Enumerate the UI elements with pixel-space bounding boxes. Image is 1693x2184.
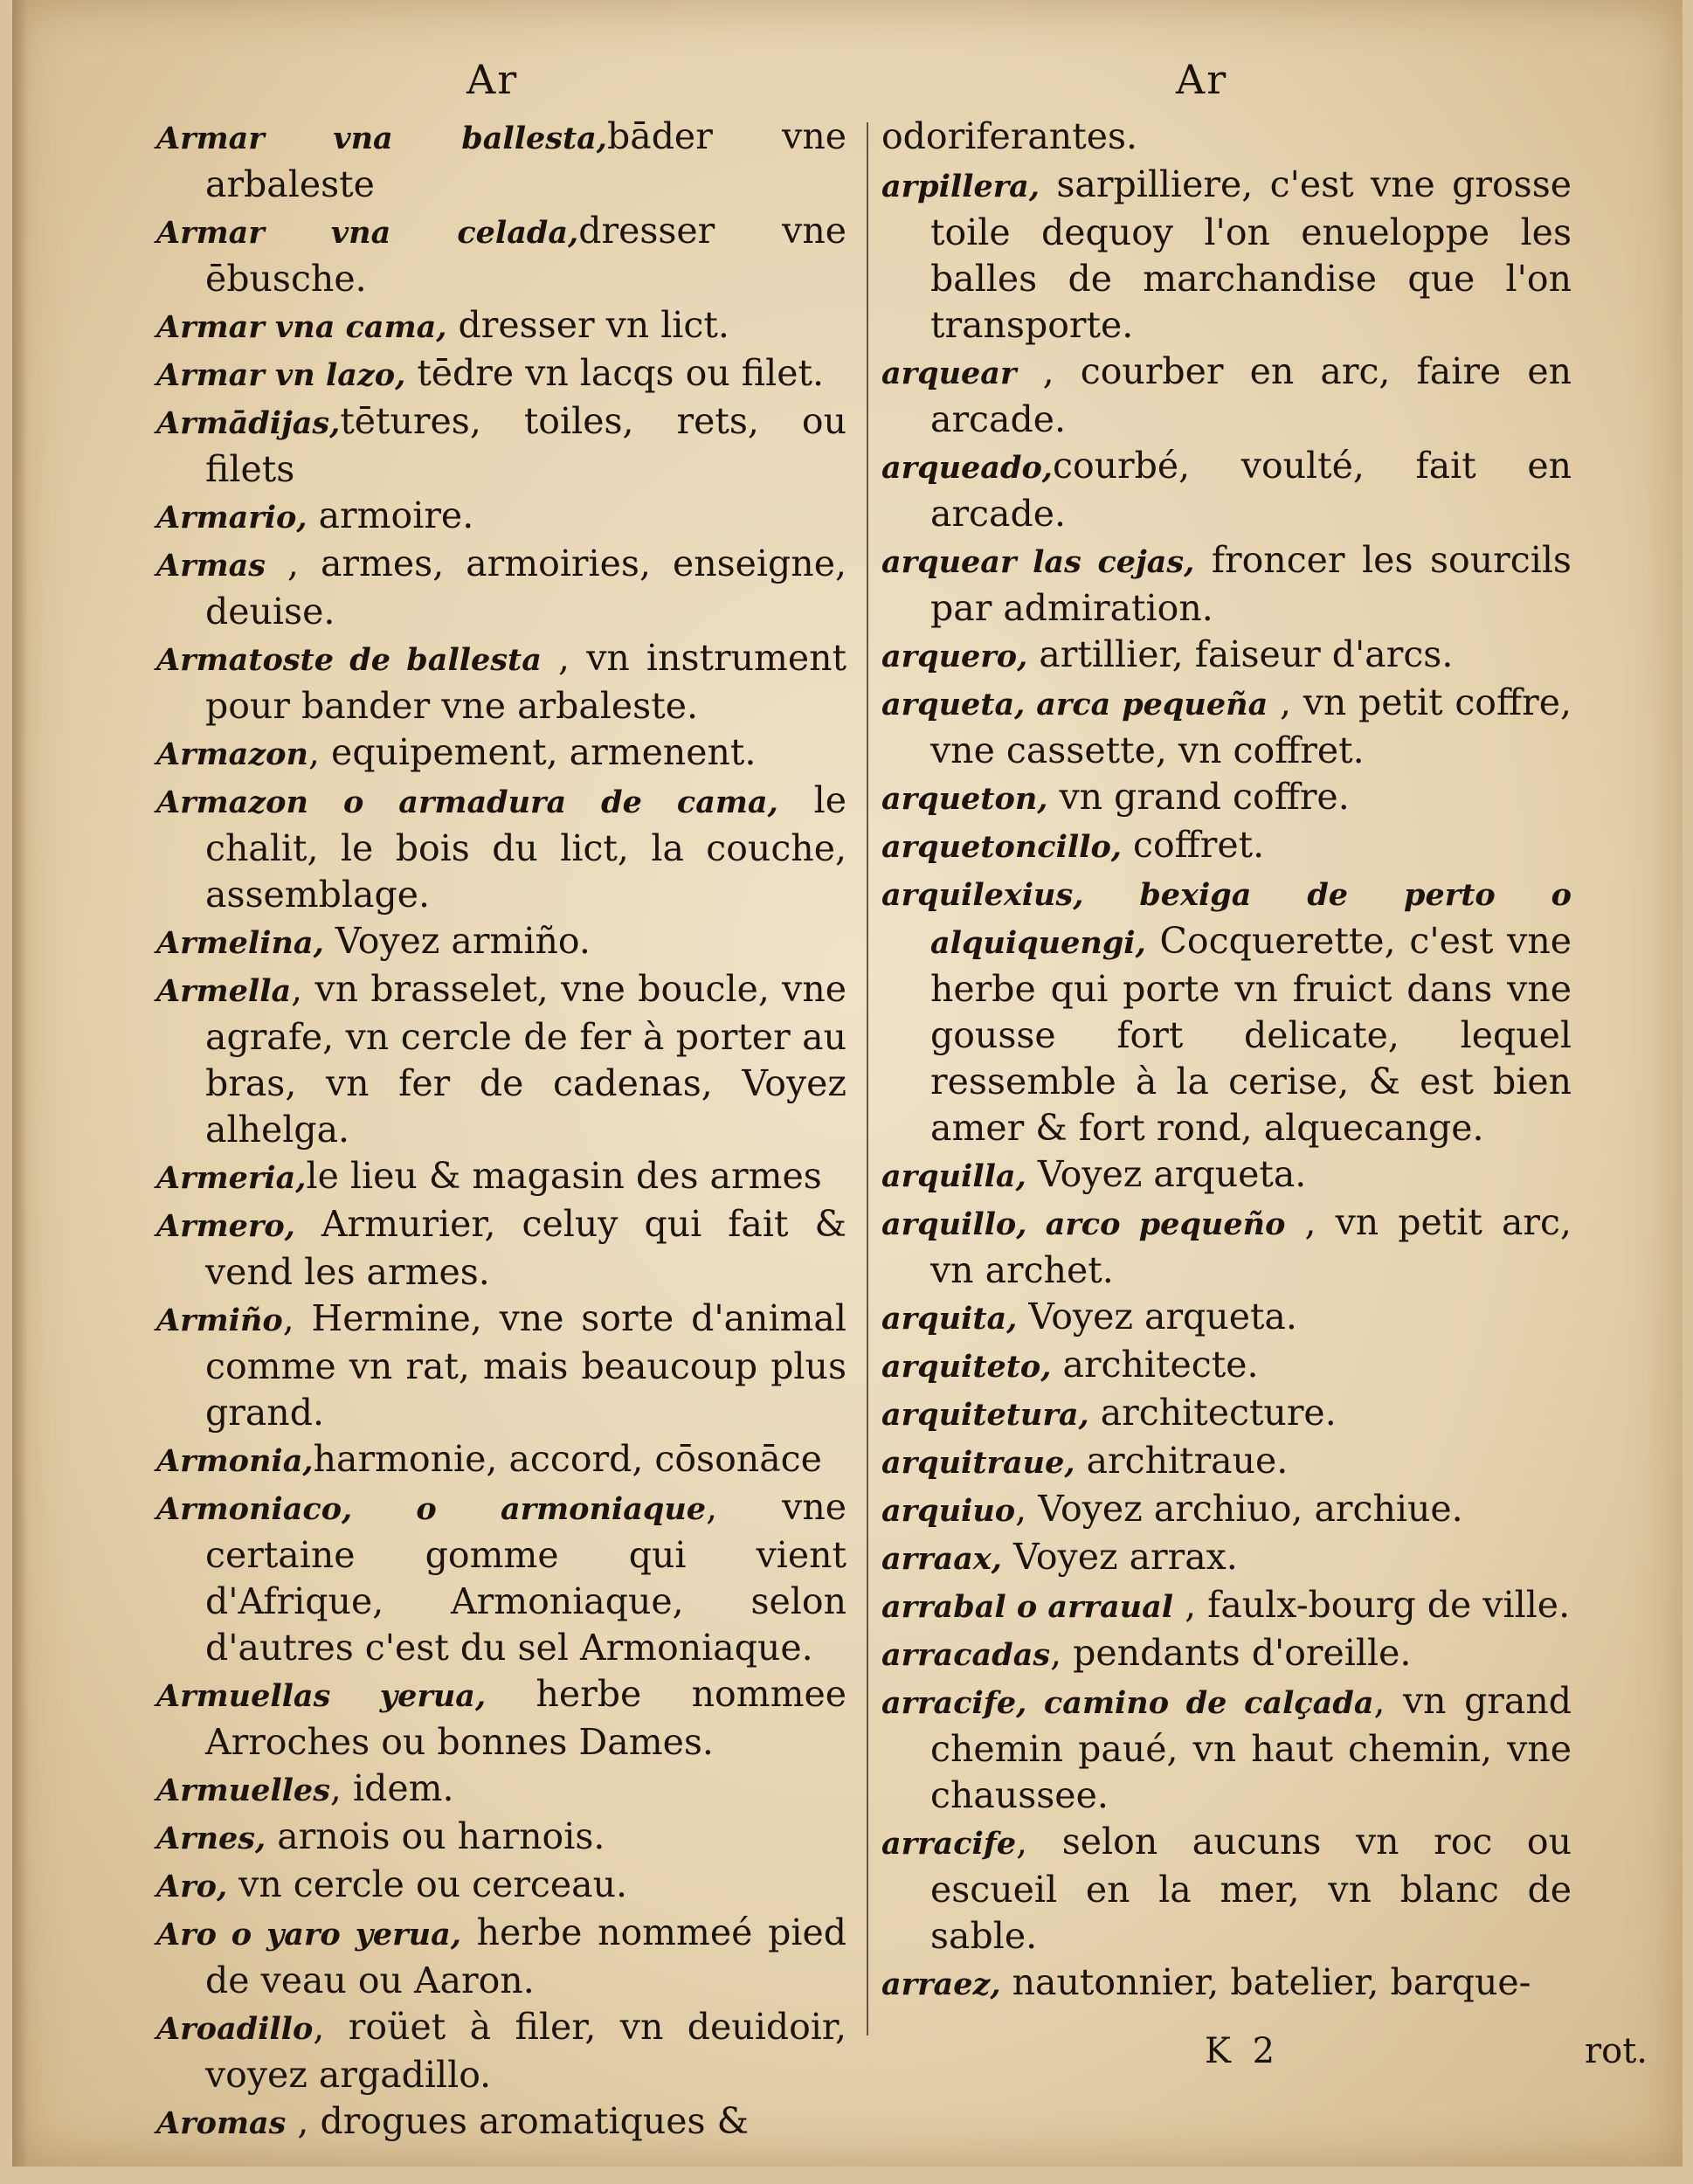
dictionary-entry xyxy=(156,1814,846,1862)
entry-definition: , vn petit arc, vn archet. xyxy=(930,1201,1572,1291)
entry-definition: , vn brasselet, vne boucle, vne agrafe, vn cercle de fer à porter au bras, vn fer de cadenas, Voyez alhelga. xyxy=(205,968,846,1151)
dictionary-entry xyxy=(881,1819,1572,1959)
entry-definition: Voyez arqueta. xyxy=(1017,1296,1297,1337)
dictionary-entry xyxy=(156,208,846,302)
entry-definition: , armes, armoiries, enseigne, deuise. xyxy=(205,543,846,632)
entry-definition: , vn grand chemin paué, vn haut chemin, vne chaussee. xyxy=(930,1680,1572,1816)
entry-headword: Armario, xyxy=(156,500,308,536)
dictionary-entry xyxy=(881,1342,1572,1390)
dictionary-entry xyxy=(156,350,846,398)
entry-headword: arquillo, arco pequeño xyxy=(881,1206,1286,1242)
entry-definition: tētures, toiles, rets, ou filets xyxy=(205,400,846,490)
entry-definition: tēdre vn lacqs ou filet. xyxy=(405,352,824,394)
entry-headword: Arnes, xyxy=(156,1821,266,1856)
entry-headword: arpillera, xyxy=(881,169,1040,204)
dictionary-entry xyxy=(881,1678,1572,1819)
entry-headword: Armuelles xyxy=(156,1773,330,1808)
dictionary-entry xyxy=(156,1153,846,1201)
entry-definition: architraue. xyxy=(1075,1440,1289,1482)
entry-definition: , courber en arc, faire en arcade. xyxy=(930,350,1572,440)
right-column xyxy=(881,114,1572,2008)
dictionary-entry xyxy=(881,349,1572,443)
dictionary-entry xyxy=(881,1151,1572,1199)
dictionary-entry xyxy=(156,966,846,1153)
entry-headword: Armelina, xyxy=(156,925,324,961)
entry-definition: bāder vne arbaleste xyxy=(205,115,846,205)
dictionary-entry xyxy=(156,1862,846,1910)
dictionary-entry xyxy=(881,1959,1572,2008)
entry-headword: arqueta, arca pequeña xyxy=(881,687,1268,722)
dictionary-entry xyxy=(881,162,1572,349)
dictionary-entry xyxy=(156,302,846,350)
dictionary-entry xyxy=(881,1534,1572,1582)
dictionary-entry xyxy=(156,541,846,635)
catchword: rot. xyxy=(1585,2031,1648,2071)
dictionary-entry xyxy=(881,1582,1572,1630)
entry-headword: Armar vna celada, xyxy=(156,215,579,251)
dictionary-entry xyxy=(881,680,1572,774)
dictionary-entry xyxy=(881,443,1572,537)
dictionary-entry xyxy=(156,1910,846,2004)
signature-mark: K 2 xyxy=(1205,2031,1281,2071)
dictionary-entry xyxy=(881,1390,1572,1438)
entry-definition: , vn instrument pour bander vne arbaleste. xyxy=(205,637,846,727)
dictionary-entry xyxy=(881,632,1572,680)
running-head-left: Ar xyxy=(466,56,519,103)
entry-definition: Voyez arqueta. xyxy=(1026,1153,1307,1195)
entry-definition: harmonie, accord, cōsonāce xyxy=(313,1438,822,1480)
entry-headword: arquear las cejas, xyxy=(881,544,1195,580)
dictionary-entry xyxy=(156,635,846,729)
dictionary-entry xyxy=(156,398,846,493)
entry-definition: , Voyez archiuo, archiue. xyxy=(1015,1488,1463,1530)
entry-definition: le chalit, le bois du lict, la couche, assemblage. xyxy=(205,779,846,916)
dictionary-entry xyxy=(881,1294,1572,1342)
dictionary-entry xyxy=(156,1766,846,1814)
entry-headword: arquiteto, xyxy=(881,1349,1052,1385)
entry-definition: , vn petit coffre, vne cassette, vn coffret. xyxy=(930,681,1572,771)
entry-headword: Armar vna ballesta, xyxy=(156,121,607,156)
entry-definition: , faulx-bourg de ville. xyxy=(1173,1584,1571,1626)
dictionary-entry xyxy=(881,1630,1572,1678)
entry-headword: arquero, xyxy=(881,639,1028,674)
dictionary-entry xyxy=(156,1436,846,1484)
entry-definition: coffret. xyxy=(1122,824,1265,866)
entry-headword: Aromas xyxy=(156,2105,287,2141)
book-page xyxy=(12,0,1683,2167)
entry-headword: Armazon o armadura de cama, xyxy=(156,784,778,820)
entry-headword: Aroadillo xyxy=(156,2011,314,2047)
entry-definition: le lieu & magasin des armes xyxy=(306,1155,822,1197)
entry-headword: Aro, xyxy=(156,1869,228,1904)
dictionary-entry xyxy=(156,729,846,778)
entry-headword: Armero, xyxy=(156,1208,295,1244)
entry-headword: Armonia, xyxy=(156,1443,314,1479)
entry-headword: arrabal o arraual xyxy=(881,1589,1174,1625)
entry-definition: , idem. xyxy=(329,1767,454,1809)
dictionary-entry xyxy=(156,2098,846,2146)
entry-headword: arracife xyxy=(881,1826,1017,1862)
entry-headword: arquiuo xyxy=(881,1493,1016,1529)
dictionary-entry xyxy=(156,918,846,966)
entry-headword: arquetoncillo, xyxy=(881,829,1122,865)
dictionary-entry xyxy=(881,870,1572,1151)
entry-headword: arquilla, xyxy=(881,1158,1026,1194)
dictionary-entry xyxy=(881,774,1572,822)
entry-headword: arquita, xyxy=(881,1301,1018,1337)
entry-definition: courbé, voulté, fait en arcade. xyxy=(930,445,1572,535)
dictionary-entry xyxy=(156,1484,846,1671)
dictionary-entry xyxy=(881,537,1572,632)
entry-definition: architecture. xyxy=(1088,1392,1337,1434)
entry-definition: herbe nommeé pied de veau ou Aaron. xyxy=(205,1911,846,2001)
dictionary-entry xyxy=(156,2004,846,2098)
left-column xyxy=(156,114,846,2146)
entry-definition: armoire. xyxy=(307,494,474,536)
entry-headword: Armuellas yerua, xyxy=(156,1678,487,1714)
entry-definition: dresser vn lict. xyxy=(446,304,729,346)
entry-headword: Aro o yaro yerua, xyxy=(156,1917,461,1952)
entry-definition: , drogues aromatiques & xyxy=(286,2100,750,2142)
column-divider xyxy=(867,122,868,2035)
entry-headword: arracadas xyxy=(881,1637,1051,1673)
entry-definition: odoriferantes. xyxy=(881,115,1138,157)
entry-definition: Cocquerette, c'est vne herbe qui porte vn fruict dans vne gousse fort delicate, lequel ressemble à la cerise, & est bien amer & fort rond, alquecange. xyxy=(930,920,1572,1149)
running-head-right: Ar xyxy=(1176,56,1228,103)
entry-definition: vn cercle ou cerceau. xyxy=(227,1863,628,1905)
entry-headword: arquitraue, xyxy=(881,1445,1075,1481)
entry-headword: Armar vna cama, xyxy=(156,309,447,345)
entry-definition: vn grand coffre. xyxy=(1047,776,1350,818)
entry-headword: Armatoste de ballesta xyxy=(156,642,542,678)
entry-headword: arraez, xyxy=(881,1966,1001,2002)
entry-headword: arqueton, xyxy=(881,781,1048,817)
entry-definition: , pendants d'oreille. xyxy=(1050,1632,1412,1674)
entry-headword: Armar vn lazo, xyxy=(156,357,406,393)
entry-headword: Armella xyxy=(156,973,292,1009)
entry-definition: froncer les sourcils par admiration. xyxy=(930,539,1572,629)
dictionary-entry xyxy=(156,1671,846,1766)
dictionary-entry xyxy=(881,822,1572,870)
entry-headword: arracife, camino de calçada xyxy=(881,1685,1374,1721)
entry-definition: , vne certaine gomme qui vient d'Afrique, Armoniaque, selon d'autres c'est du sel Armoniaque. xyxy=(205,1486,846,1669)
entry-headword: Armoniaco, o armoniaque xyxy=(156,1491,707,1527)
dictionary-entry xyxy=(881,114,1572,162)
entry-definition: architecte. xyxy=(1051,1344,1259,1386)
entry-definition: artillier, faiseur d'arcs. xyxy=(1027,633,1454,675)
entry-headword: arquear xyxy=(881,356,1017,391)
entry-definition: Voyez arrax. xyxy=(1001,1536,1238,1578)
dictionary-entry xyxy=(156,1201,846,1296)
entry-headword: Armeria, xyxy=(156,1160,307,1196)
dictionary-entry xyxy=(156,1296,846,1436)
entry-definition: , roüet à filer, vn deuidoir, voyez argadillo. xyxy=(205,2006,846,2096)
dictionary-entry xyxy=(156,778,846,918)
dictionary-entry xyxy=(881,1486,1572,1534)
entry-headword: Armas xyxy=(156,548,266,584)
entry-headword: arquitetura, xyxy=(881,1397,1089,1433)
entry-definition: dresser vne ēbusche. xyxy=(205,210,847,300)
entry-definition: , equipement, armenent. xyxy=(308,731,757,773)
entry-headword: arquilexius, bexiga de perto o alquiquengi, xyxy=(881,877,1572,961)
entry-headword: arqueado, xyxy=(881,450,1053,486)
dictionary-entry xyxy=(881,1199,1572,1294)
entry-definition: arnois ou harnois. xyxy=(266,1815,605,1857)
dictionary-entry xyxy=(156,114,846,208)
entry-definition: nautonnier, batelier, barque- xyxy=(1000,1961,1531,2003)
entry-definition: herbe nommee Arroches ou bonnes Dames. xyxy=(205,1673,847,1763)
entry-definition: , Hermine, vne sorte d'animal comme vn rat, mais beaucoup plus grand. xyxy=(205,1297,846,1434)
entry-headword: Armazon xyxy=(156,736,308,772)
entry-headword: Armādijas, xyxy=(156,405,341,441)
entry-headword: arraax, xyxy=(881,1541,1002,1577)
entry-headword: Armiño xyxy=(156,1303,283,1338)
entry-definition: Armurier, celuy qui fait & vend les armes. xyxy=(205,1203,846,1293)
entry-definition: sarpilliere, c'est vne grosse toile dequoy l'on enueloppe les balles de marchandise que l'on transporte. xyxy=(930,163,1572,346)
entry-definition: Voyez armiño. xyxy=(323,920,591,962)
dictionary-entry xyxy=(156,493,846,541)
dictionary-entry xyxy=(881,1438,1572,1486)
entry-definition: , selon aucuns vn roc ou escueil en la mer, vn blanc de sable. xyxy=(930,1821,1572,1957)
